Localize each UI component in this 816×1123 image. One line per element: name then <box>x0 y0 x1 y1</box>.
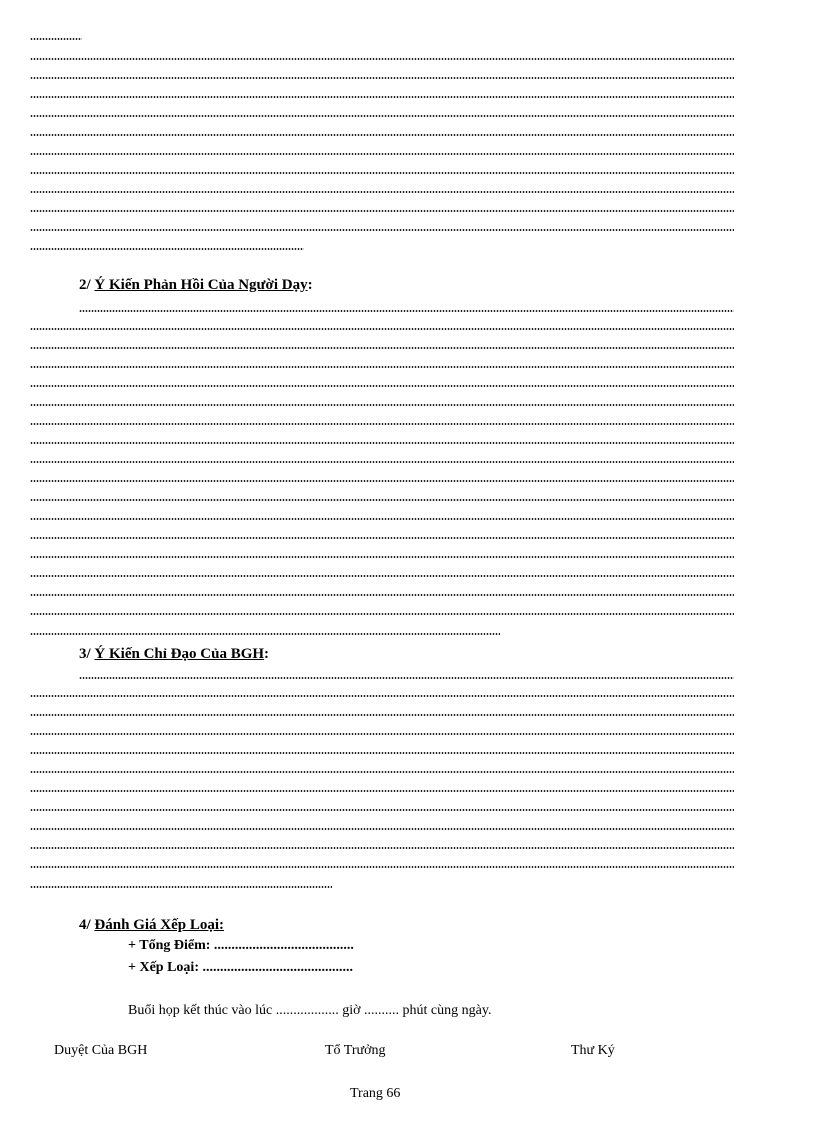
dotted-line <box>30 172 734 174</box>
dotted-line <box>30 96 734 98</box>
dotted-line <box>30 134 734 136</box>
section2-title: Ý Kiến Phản Hồi Của Người Dạy <box>94 277 308 293</box>
dotted-line <box>30 38 82 40</box>
page-number: Trang 66 <box>350 1086 401 1101</box>
section3-colon: : <box>264 646 270 662</box>
signature-principal: Duyệt Của BGH <box>54 1043 148 1058</box>
dotted-line <box>30 809 734 811</box>
dotted-line <box>30 366 734 368</box>
rank-line: + Xếp Loại: ........................................... <box>128 960 353 975</box>
dotted-line <box>30 480 734 482</box>
dotted-line <box>30 191 734 193</box>
dotted-line <box>30 828 734 830</box>
section2-colon: : <box>307 277 313 293</box>
dotted-line <box>30 328 734 330</box>
dotted-line <box>30 771 734 773</box>
dotted-line <box>30 633 500 635</box>
dotted-line <box>30 248 304 250</box>
dotted-line <box>30 866 734 868</box>
dotted-line <box>30 537 734 539</box>
dotted-line <box>30 499 734 501</box>
section2-number: 2/ <box>79 277 91 293</box>
section4-title: Đánh Giá Xếp Loại: <box>94 917 225 933</box>
total-score-line: + Tổng Điểm: ........................................ <box>128 938 354 953</box>
dotted-line <box>30 733 734 735</box>
signature-secretary: Thư Ký <box>571 1043 615 1058</box>
dotted-line <box>30 695 734 697</box>
section3-number: 3/ <box>79 646 91 662</box>
dotted-line <box>30 153 734 155</box>
dotted-line <box>30 790 734 792</box>
dotted-line <box>30 347 734 349</box>
dotted-line <box>30 847 734 849</box>
dotted-line <box>30 210 734 212</box>
section4-heading <box>79 917 224 934</box>
dotted-line <box>30 556 734 558</box>
closing-sentence: Buổi họp kết thúc vào lúc .................. giờ .......... phút cùng ngày. <box>128 1003 492 1018</box>
dotted-line <box>30 575 734 577</box>
dotted-line <box>30 229 734 231</box>
dotted-line <box>30 442 734 444</box>
dotted-line <box>30 423 734 425</box>
dotted-line <box>30 77 734 79</box>
section3-title: Ý Kiến Chỉ Đạo Của BGH <box>94 646 265 662</box>
dotted-line <box>30 714 734 716</box>
dotted-line <box>30 613 734 615</box>
section2-heading <box>79 277 313 294</box>
section3-heading <box>79 646 269 663</box>
dotted-line <box>30 886 332 888</box>
section4-number: 4/ <box>79 917 91 933</box>
dotted-line <box>79 310 734 312</box>
dotted-line <box>30 594 734 596</box>
dotted-line <box>30 385 734 387</box>
dotted-line <box>30 58 734 60</box>
dotted-line <box>30 404 734 406</box>
dotted-line <box>30 752 734 754</box>
signature-head: Tổ Trưởng <box>325 1043 386 1058</box>
dotted-line <box>30 461 734 463</box>
dotted-line <box>30 518 734 520</box>
dotted-line <box>30 115 734 117</box>
dotted-line <box>79 677 734 679</box>
